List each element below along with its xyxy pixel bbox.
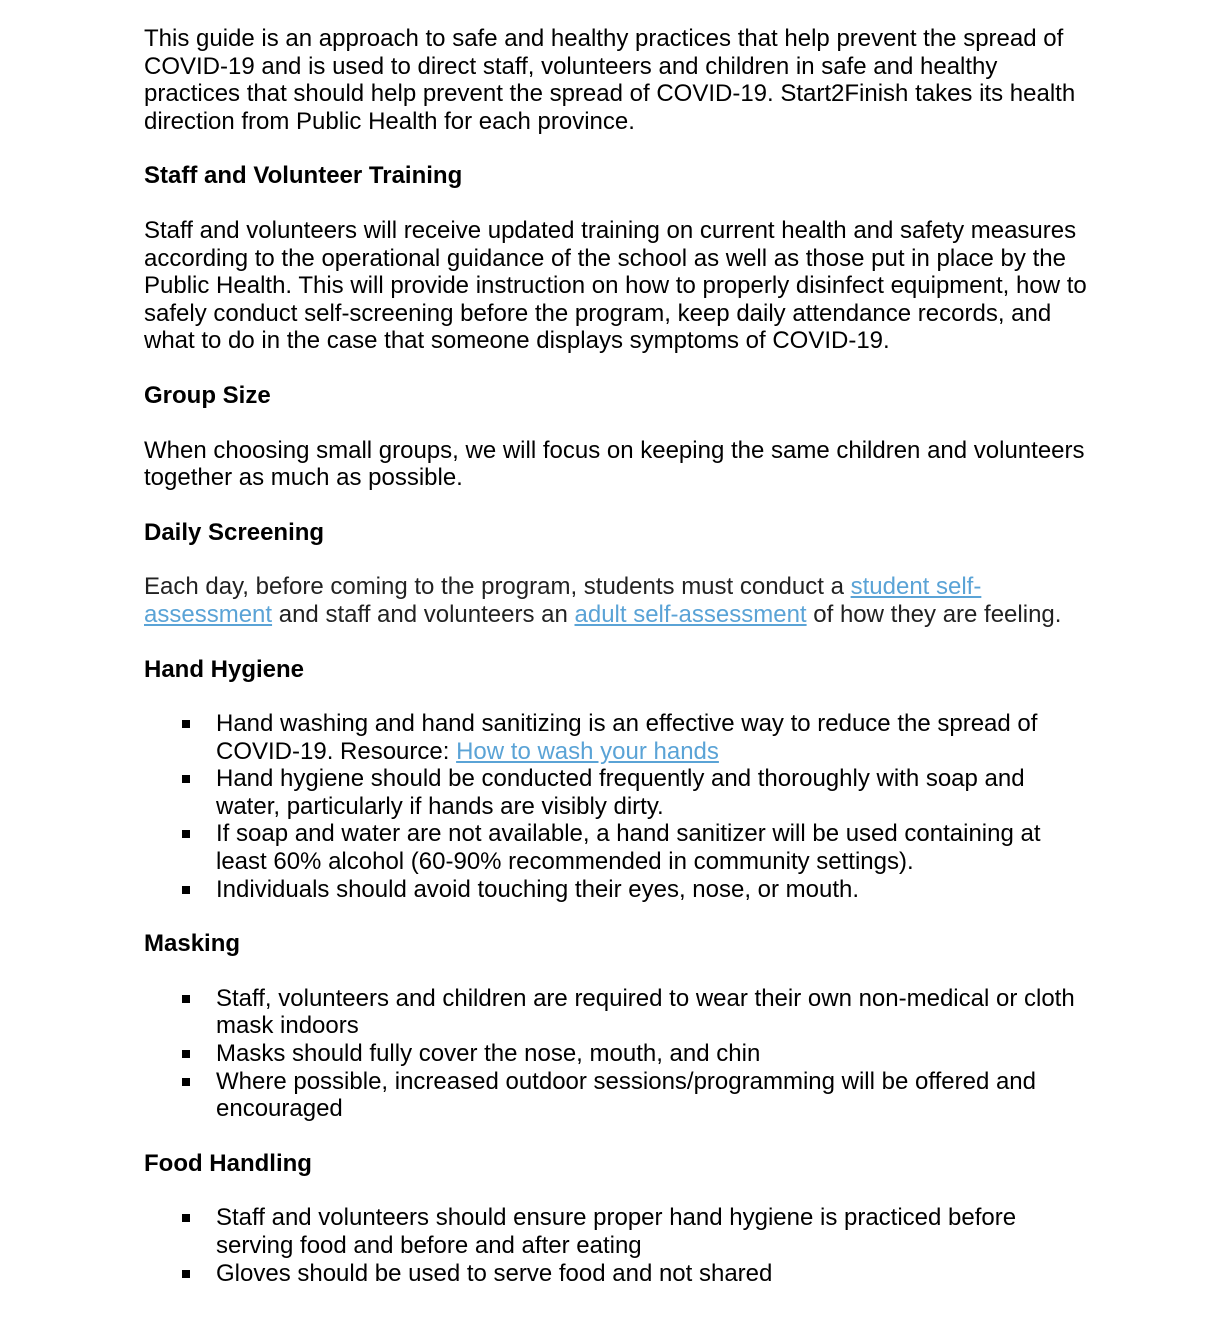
bullet-icon — [182, 1050, 190, 1058]
intro-paragraph: This guide is an approach to safe and healthy practices that help prevent the spread of COVID-19 and is used to direct staff, volunteers and children in safe and healthy practices that should help prevent the spread of COVID-19. Start2Finish takes its health direction from Public Health for each province. — [144, 25, 1076, 135]
document-page — [144, 25, 1094, 1314]
adult-self-assessment-link[interactable]: adult self-assessment — [574, 600, 807, 628]
group-size-heading: Group Size — [144, 381, 271, 409]
masking-list — [144, 985, 1094, 1123]
bullet-icon — [182, 720, 190, 728]
daily-screening-paragraph — [144, 573, 1094, 628]
staff-training-paragraph: Staff and volunteers will receive updated training on current health and safety measures according to the operational guidance of the school as well as those put in place by the Public Health. This will provide instruction on how to properly disinfect equipment, how to safely conduct self-screening before the program, keep daily attendance records, and what to do in the case that someone displays symptoms of COVID-19. — [144, 216, 1087, 355]
list-item-text: Staff, volunteers and children are required to wear their own non-medical or cloth mask indoors — [216, 984, 1075, 1040]
list-item — [144, 1204, 1094, 1259]
daily-screening-text-1: Each day, before coming to the program, students must conduct a — [144, 573, 851, 601]
group-size-paragraph: When choosing small groups, we will focus on keeping the same children and volunteers together as much as possible. — [144, 436, 1085, 492]
student-self-assessment-link[interactable]: student self-assessment — [144, 573, 982, 628]
masking-heading: Masking — [144, 930, 241, 958]
list-item — [144, 710, 1094, 765]
hand-hygiene-heading: Hand Hygiene — [144, 655, 305, 683]
bullet-icon — [182, 1078, 190, 1086]
list-item-text: Where possible, increased outdoor sessions/programming will be offered and encouraged — [216, 1067, 1036, 1123]
list-item-text: Staff and volunteers should ensure proper hand hygiene is practiced before serving food and before and after eating — [216, 1204, 1017, 1259]
bullet-icon — [182, 1214, 190, 1222]
list-item — [144, 1068, 1094, 1123]
list-item-text: Masks should fully cover the nose, mouth, and chin — [216, 1040, 761, 1068]
daily-screening-heading: Daily Screening — [144, 518, 325, 546]
bullet-icon — [182, 775, 190, 783]
list-item-text: Gloves should be used to serve food and not shared — [216, 1259, 773, 1287]
list-item — [144, 985, 1094, 1040]
list-item — [144, 876, 1094, 904]
hand-hygiene-list — [144, 710, 1094, 903]
list-item-text: Hand washing and hand sanitizing is an effective way to reduce the spread of COVID-19. Resource: — [216, 710, 1038, 765]
bullet-icon — [182, 886, 190, 894]
food-handling-heading: Food Handling — [144, 1149, 312, 1177]
list-item — [144, 1260, 1094, 1288]
food-handling-list — [144, 1204, 1094, 1287]
bullet-icon — [182, 995, 190, 1003]
daily-screening-text-3: of how they are feeling. — [806, 600, 1062, 628]
list-item-text: If soap and water are not available, a hand sanitizer will be used containing at least 60% alcohol (60-90% recommended in community settings). — [216, 820, 1041, 876]
how-to-wash-hands-link[interactable]: How to wash your hands — [456, 737, 719, 765]
daily-screening-text-2: and staff and volunteers an — [272, 600, 575, 628]
staff-training-heading: Staff and Volunteer Training — [144, 162, 463, 190]
list-item-text: Individuals should avoid touching their eyes, nose, or mouth. — [216, 875, 860, 903]
bullet-icon — [182, 1270, 190, 1278]
bullet-icon — [182, 830, 190, 838]
list-item — [144, 820, 1094, 875]
list-item — [144, 765, 1094, 820]
list-item — [144, 1040, 1094, 1068]
list-item-text: Hand hygiene should be conducted frequently and thoroughly with soap and water, particularly if hands are visibly dirty. — [216, 765, 1025, 820]
